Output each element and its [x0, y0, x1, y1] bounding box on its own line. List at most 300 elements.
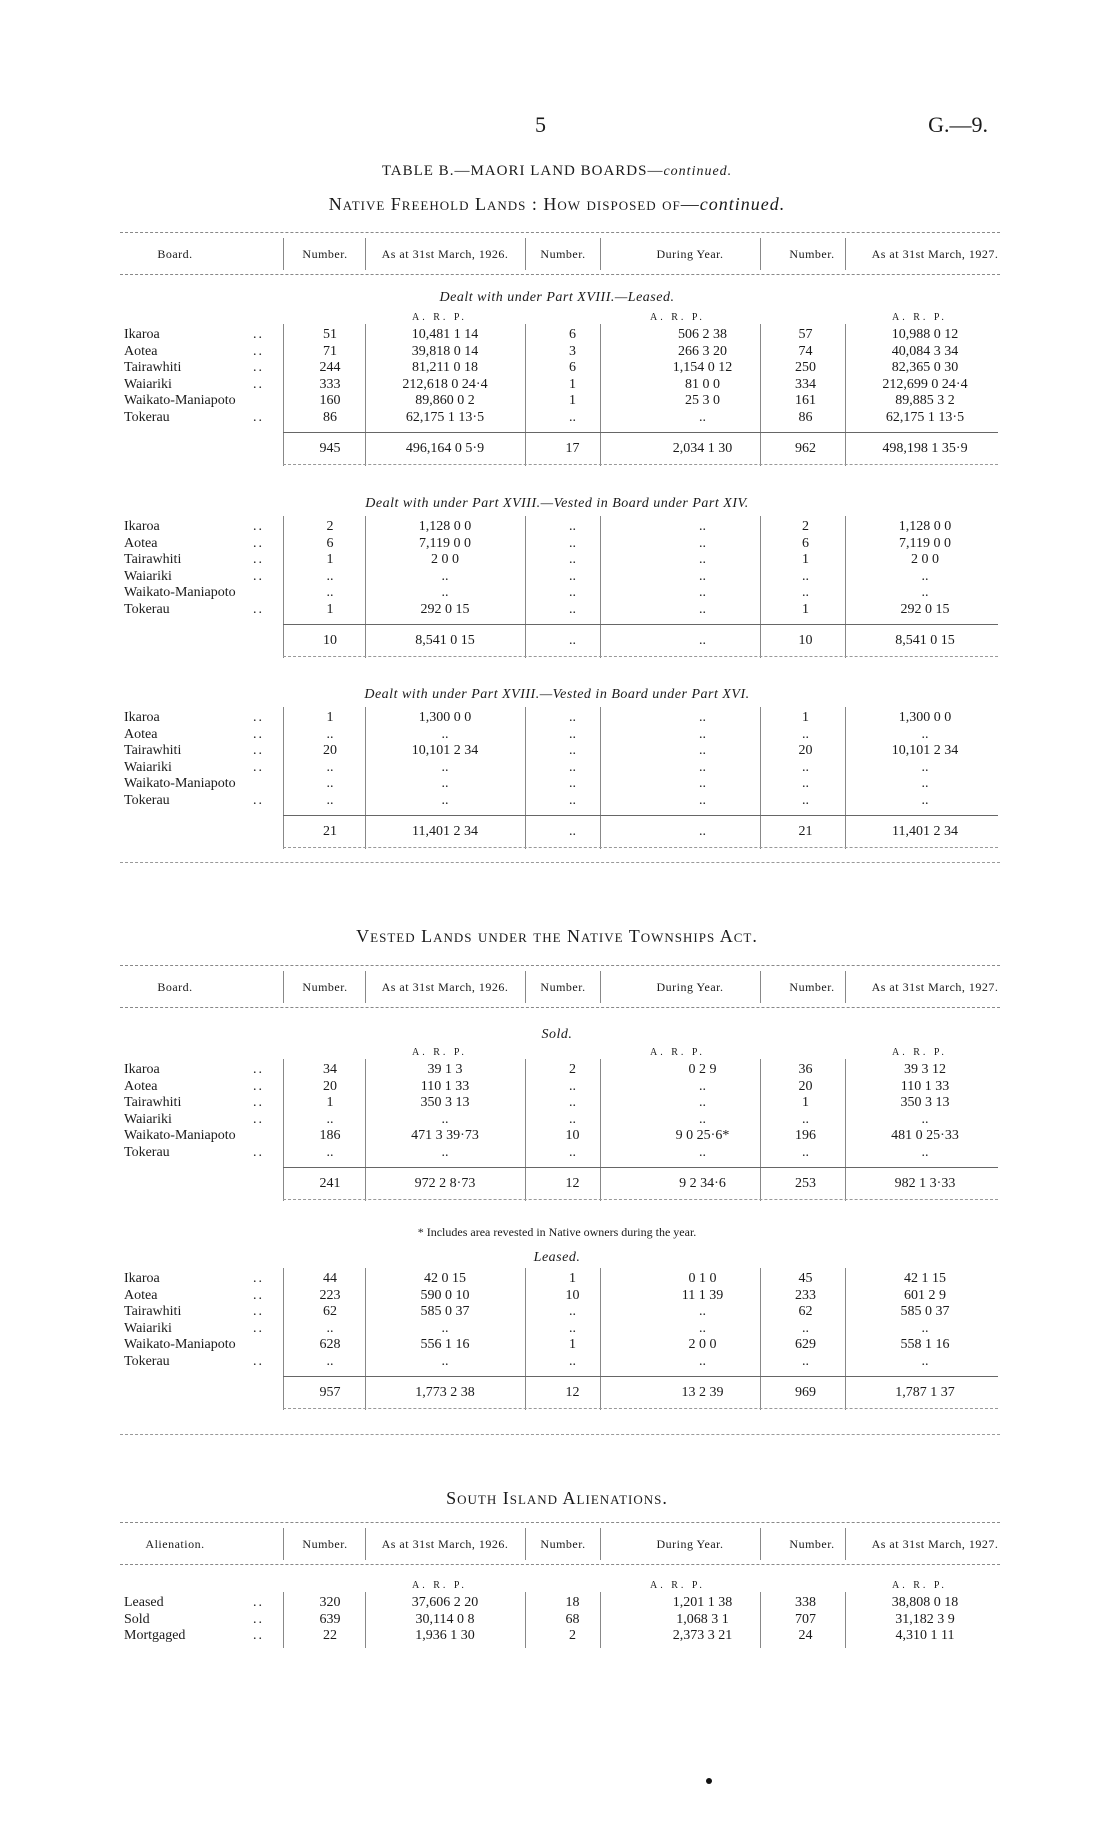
column-divider: [845, 1592, 846, 1648]
bottom-rule: [283, 847, 998, 848]
table-cell: ..: [441, 1354, 449, 1369]
table-cell: ..: [802, 1145, 809, 1160]
table-cell: ..: [699, 1320, 706, 1336]
total-cell: 10: [798, 632, 813, 648]
table-cell: 10,988 0 12: [891, 327, 959, 342]
table-cell: ..: [441, 1111, 449, 1127]
column-header: Board.: [157, 980, 193, 994]
table-cell: ..: [802, 759, 809, 775]
table-cell: 601 2 9: [904, 1287, 946, 1303]
row-label: Tairawhiti: [124, 552, 182, 568]
total-cell: 12: [565, 1175, 580, 1191]
leader-dots: ..: [253, 1111, 264, 1127]
table-cell: ..: [802, 793, 809, 808]
leader-dots: ..: [253, 1595, 264, 1610]
table-cell: 81,211 0 18: [412, 360, 478, 376]
leader-dots: ..: [253, 1287, 264, 1303]
table-row: [0, 584, 1114, 601]
table-cell: ..: [802, 585, 809, 601]
table-cell: 0 2 9: [688, 1062, 717, 1077]
total-row: [0, 632, 1114, 649]
table-cell: 223: [319, 1287, 341, 1303]
total-rule: [283, 624, 998, 625]
table-cell: 39 1 3: [427, 1062, 463, 1077]
table-cell: 334: [795, 376, 816, 392]
table-cell: 51: [323, 327, 337, 342]
table-cell: 20: [323, 1078, 337, 1094]
table-cell: 292 0 15: [420, 602, 470, 617]
table-cell: ..: [569, 1304, 576, 1320]
table-cell: 44: [323, 1271, 337, 1286]
header-top-rule: [120, 232, 1000, 233]
leader-dots: ..: [253, 1304, 264, 1320]
total-cell: 2,034 1 30: [672, 440, 733, 456]
column-header: Number.: [302, 980, 348, 994]
table-row: [0, 326, 1114, 343]
total-cell: 253: [795, 1175, 816, 1191]
table-cell: ..: [921, 1145, 929, 1160]
header-divider: [365, 971, 366, 1003]
units-label: A. R. P.: [892, 312, 947, 323]
table-cell: 244: [319, 360, 341, 376]
column-divider: [283, 1592, 284, 1648]
row-label: Tairawhiti: [124, 743, 182, 759]
table-cell: 250: [795, 360, 816, 376]
table-cell: 1,068 3 1: [676, 1611, 729, 1627]
table-row: [0, 518, 1114, 535]
total-cell: ..: [569, 632, 576, 648]
leader-dots: ..: [253, 793, 264, 808]
table-cell: ..: [569, 793, 576, 808]
table-cell: 2: [569, 1062, 576, 1077]
table-row: [0, 601, 1114, 618]
leader-dots: ..: [253, 535, 264, 551]
table-cell: 1,300 0 0: [418, 710, 472, 725]
table-cell: 25 3 0: [685, 393, 720, 409]
total-cell: 962: [795, 440, 816, 456]
leader-dots: ..: [253, 743, 264, 759]
total-cell: 241: [319, 1175, 341, 1191]
table-cell: ..: [326, 1145, 334, 1160]
header-divider: [283, 1528, 284, 1560]
leader-dots: ..: [253, 1320, 264, 1336]
table-cell: ..: [802, 1320, 809, 1336]
table-cell: ..: [569, 743, 576, 759]
leader-dots: ..: [253, 1611, 264, 1627]
table-cell: ..: [326, 1320, 334, 1336]
column-header: As at 31st March, 1927.: [871, 980, 999, 994]
column-header: As at 31st March, 1927.: [871, 247, 999, 261]
row-label: Tairawhiti: [124, 360, 182, 376]
table-cell: 350 3 13: [900, 1095, 950, 1111]
table-row: [0, 709, 1114, 726]
table-cell: 1: [802, 602, 809, 617]
table-cell: 338: [795, 1595, 816, 1610]
header-divider: [283, 238, 284, 270]
table-cell: 62,175 1 13·5: [885, 410, 965, 425]
leader-dots: ..: [253, 1078, 264, 1094]
header-divider: [600, 1528, 601, 1560]
total-cell: 972 2 8·73: [414, 1175, 476, 1191]
bottom-rule: [283, 656, 998, 657]
header-divider: [760, 238, 761, 270]
table-cell: ..: [699, 743, 706, 759]
table-cell: 1: [326, 602, 334, 617]
subsection-title: Leased.: [533, 1250, 581, 1265]
table-cell: 7,119 0 0: [899, 535, 951, 551]
table-cell: 333: [319, 376, 341, 392]
table-cell: 1: [326, 1095, 334, 1111]
table-cell: 186: [319, 1128, 341, 1144]
subsection-title: Sold.: [541, 1027, 573, 1042]
column-header: Number.: [789, 247, 835, 261]
total-cell: 496,164 0 5·9: [405, 440, 485, 456]
leader-dots: ..: [253, 1095, 264, 1111]
column-header: Board.: [157, 247, 193, 261]
table-cell: 86: [798, 410, 813, 425]
table-cell: 1: [569, 1271, 576, 1286]
table-cell: 7,119 0 0: [419, 535, 471, 551]
table-cell: 0 1 0: [688, 1271, 717, 1286]
total-rule: [283, 1167, 998, 1168]
table-cell: 1,154 0 12: [672, 360, 733, 376]
total-cell: 17: [565, 440, 580, 456]
units-label: A. R. P.: [650, 1047, 705, 1058]
total-cell: ..: [699, 823, 706, 839]
total-cell: 10: [323, 632, 337, 648]
header-divider: [845, 1528, 846, 1560]
row-label: Waiariki: [124, 1320, 172, 1336]
table-cell: ..: [326, 568, 334, 584]
section-heading-native-freehold: Native Freehold Lands : How disposed of—continued.: [328, 194, 786, 214]
table-cell: 10,481 1 14: [411, 327, 479, 342]
table-cell: ..: [699, 1111, 706, 1127]
subsection-title: Dealt with under Part XVIII.—Leased.: [439, 290, 675, 305]
row-label: Aotea: [124, 1287, 158, 1303]
table-row: [0, 775, 1114, 792]
table-cell: ..: [569, 1111, 576, 1127]
table-row: [0, 343, 1114, 360]
leader-dots: ..: [253, 1062, 264, 1077]
table-cell: 1: [802, 710, 809, 725]
table-cell: ..: [569, 710, 576, 725]
table-cell: ..: [802, 1111, 809, 1127]
table-cell: ..: [326, 585, 334, 601]
table-cell: 10: [565, 1287, 580, 1303]
bottom-rule: [283, 464, 998, 465]
table-cell: 2: [326, 519, 334, 534]
bottom-rule: [283, 1408, 998, 1409]
table-row: [0, 1611, 1114, 1628]
table-cell: ..: [441, 1145, 449, 1160]
row-label: Waikato-Maniapoto: [124, 1337, 236, 1353]
table-row: [0, 1627, 1114, 1644]
row-label: Waiariki: [124, 568, 172, 584]
table-cell: ..: [699, 726, 706, 742]
document-reference: G.—9.: [928, 112, 988, 137]
table-cell: 558 1 16: [900, 1337, 950, 1353]
table-cell: 212,699 0 24·4: [882, 376, 968, 392]
table-cell: 292 0 15: [900, 602, 950, 617]
table-cell: 6: [569, 360, 576, 376]
units-label: A. R. P.: [650, 1580, 705, 1591]
leader-dots: ..: [253, 602, 264, 617]
header-bottom-rule: [120, 1007, 1000, 1008]
table-cell: ..: [921, 759, 929, 775]
column-divider: [525, 1592, 526, 1648]
table-cell: ..: [569, 759, 576, 775]
table-cell: ..: [921, 793, 929, 808]
table-cell: 350 3 13: [420, 1095, 470, 1111]
row-label: Ikaroa: [124, 327, 160, 342]
row-label: Waikato-Maniapoto: [124, 1128, 236, 1144]
table-cell: 22: [323, 1628, 337, 1644]
table-cell: ..: [569, 1095, 576, 1111]
total-row: [0, 1175, 1114, 1192]
table-cell: 81 0 0: [685, 376, 720, 392]
total-cell: 498,198 1 35·9: [882, 440, 968, 456]
table-cell: 18: [565, 1595, 580, 1610]
table-row: [0, 726, 1114, 743]
leader-dots: ..: [253, 726, 264, 742]
leader-dots: ..: [253, 343, 264, 359]
header-bottom-rule: [120, 1564, 1000, 1565]
table-cell: 3: [569, 343, 576, 359]
table-row: [0, 359, 1114, 376]
table-cell: 6: [802, 535, 809, 551]
leader-dots: ..: [253, 410, 264, 425]
total-cell: 11,401 2 34: [892, 823, 958, 839]
table-cell: ..: [569, 535, 576, 551]
leader-dots: ..: [253, 710, 264, 725]
table-cell: ..: [921, 585, 929, 601]
subsection-title: Dealt with under Part XVIII.—Vested in Board under Part XIV.: [365, 496, 749, 511]
row-label: Ikaroa: [124, 1062, 160, 1077]
column-header: As at 31st March, 1926.: [381, 1537, 509, 1551]
total-cell: 13 2 39: [681, 1384, 724, 1400]
table-cell: ..: [326, 1354, 334, 1369]
row-label: Ikaroa: [124, 710, 160, 725]
row-label: Leased: [124, 1595, 164, 1610]
table-row: [0, 551, 1114, 568]
table-cell: ..: [326, 793, 334, 808]
table-cell: 31,182 3 9: [895, 1611, 955, 1627]
table-cell: 1: [569, 1337, 576, 1353]
table-cell: 1,128 0 0: [898, 519, 952, 534]
column-header: Number.: [789, 980, 835, 994]
table-cell: ..: [326, 1111, 334, 1127]
table-cell: ..: [699, 552, 706, 568]
table-row: [0, 759, 1114, 776]
table-cell: ..: [326, 726, 334, 742]
table-cell: 2,373 3 21: [672, 1628, 733, 1644]
column-divider: [600, 1592, 601, 1648]
table-row: [0, 409, 1114, 426]
leader-dots: ..: [253, 568, 264, 584]
header-top-rule: [120, 1522, 1000, 1523]
leader-dots: ..: [253, 1628, 264, 1644]
header-divider: [525, 1528, 526, 1560]
header-divider: [760, 1528, 761, 1560]
table-cell: ..: [441, 726, 449, 742]
table-cell: 38,808 0 18: [891, 1595, 959, 1610]
table-cell: 11 1 39: [681, 1287, 724, 1303]
table-cell: 45: [798, 1271, 813, 1286]
table-cell: 30,114 0 8: [415, 1611, 475, 1627]
table-cell: 42 0 15: [424, 1271, 466, 1286]
table-cell: 57: [798, 327, 813, 342]
table-cell: ..: [569, 776, 576, 792]
table-cell: 1,300 0 0: [898, 710, 952, 725]
table-cell: 1,936 1 30: [415, 1628, 475, 1644]
table-cell: ..: [699, 1145, 706, 1160]
total-cell: 8,541 0 15: [895, 632, 955, 648]
total-cell: 969: [795, 1384, 816, 1400]
table-cell: 39,818 0 14: [411, 343, 479, 359]
table-cell: 6: [326, 535, 334, 551]
table-cell: ..: [921, 1320, 929, 1336]
table-cell: 196: [795, 1128, 816, 1144]
leader-dots: ..: [253, 552, 264, 568]
table-cell: 37,606 2 20: [411, 1595, 479, 1610]
table-row: [0, 1303, 1114, 1320]
table-cell: 62: [323, 1304, 337, 1320]
table-cell: 1,201 1 38: [672, 1595, 733, 1610]
units-label: A. R. P.: [892, 1047, 947, 1058]
table-cell: 10,101 2 34: [411, 743, 479, 759]
table-row: [0, 1270, 1114, 1287]
table-cell: 628: [319, 1337, 341, 1353]
table-cell: ..: [921, 726, 929, 742]
table-cell: ..: [802, 776, 809, 792]
table-cell: 39 3 12: [904, 1062, 946, 1077]
table-cell: ..: [699, 519, 706, 534]
table-title: TABLE B.—MAORI LAND BOARDS—continued.: [381, 163, 733, 179]
table-cell: ..: [699, 1354, 706, 1369]
row-label: Aotea: [124, 1078, 158, 1094]
table-cell: ..: [699, 710, 706, 725]
total-cell: 957: [319, 1384, 341, 1400]
table-cell: 2: [569, 1628, 576, 1644]
table-cell: ..: [569, 410, 576, 425]
row-label: Tokerau: [124, 410, 170, 425]
row-label: Tairawhiti: [124, 1095, 182, 1111]
leader-dots: ..: [253, 1271, 264, 1286]
header-divider: [845, 971, 846, 1003]
section-end-rule: [120, 1434, 1000, 1435]
row-label: Waiariki: [124, 759, 172, 775]
table-cell: ..: [699, 602, 706, 617]
total-cell: ..: [699, 632, 706, 648]
column-header: Alienation.: [145, 1537, 205, 1551]
header-divider: [365, 1528, 366, 1560]
table-cell: 110 1 33: [420, 1078, 470, 1094]
table-cell: ..: [569, 1078, 576, 1094]
table-cell: 639: [319, 1611, 341, 1627]
table-cell: 1: [802, 1095, 809, 1111]
total-row: [0, 823, 1114, 840]
table-row: [0, 568, 1114, 585]
row-label: Waikato-Maniapoto: [124, 393, 236, 409]
table-cell: ..: [441, 776, 449, 792]
header-divider: [760, 971, 761, 1003]
table-row: [0, 1078, 1114, 1095]
row-label: Ikaroa: [124, 519, 160, 534]
bottom-rule: [283, 1199, 998, 1200]
table-cell: ..: [441, 568, 449, 584]
leader-dots: ..: [253, 376, 264, 392]
table-cell: 42 1 15: [904, 1271, 946, 1286]
table-cell: 266 3 20: [678, 343, 727, 359]
table-cell: 2 0 0: [431, 552, 459, 568]
header-divider: [845, 238, 846, 270]
row-label: Aotea: [124, 343, 158, 359]
total-cell: 9 2 34·6: [679, 1175, 726, 1191]
table-row: [0, 535, 1114, 552]
table-cell: 9 0 25·6*: [675, 1128, 730, 1144]
table-cell: 89,860 0 2: [415, 393, 475, 409]
table-cell: 6: [569, 327, 576, 342]
table-row: [0, 1287, 1114, 1304]
total-row: [0, 1384, 1114, 1401]
table-cell: 585 0 37: [900, 1304, 950, 1320]
table-cell: 506 2 38: [678, 327, 727, 342]
column-divider: [365, 1592, 366, 1648]
table-cell: 160: [319, 393, 341, 409]
table-cell: ..: [441, 1320, 449, 1336]
row-label: Aotea: [124, 726, 158, 742]
header-divider: [525, 238, 526, 270]
table-cell: 161: [795, 393, 816, 409]
table-cell: ..: [326, 776, 334, 792]
table-row: [0, 392, 1114, 409]
section-heading-south-island: South Island Alienations.: [446, 1488, 668, 1508]
total-cell: 21: [798, 823, 813, 839]
table-row: [0, 1144, 1114, 1161]
column-header: Number.: [540, 980, 586, 994]
table-cell: ..: [699, 1304, 706, 1320]
column-header: Number.: [302, 247, 348, 261]
leader-dots: ..: [253, 759, 264, 775]
table-cell: 320: [319, 1595, 341, 1610]
page-number: 5: [535, 112, 546, 137]
table-cell: 86: [323, 410, 337, 425]
units-label: A. R. P.: [892, 1580, 947, 1591]
table-cell: 110 1 33: [900, 1078, 950, 1094]
table-cell: ..: [699, 1078, 706, 1094]
column-header: During Year.: [656, 980, 724, 994]
table-cell: ..: [699, 793, 706, 808]
column-header: Number.: [540, 247, 586, 261]
table-row: [0, 1353, 1114, 1370]
table-cell: 2 0 0: [688, 1337, 717, 1353]
table-cell: ..: [441, 585, 449, 601]
table-row: [0, 1320, 1114, 1337]
header-bottom-rule: [120, 274, 1000, 275]
table-cell: 629: [795, 1337, 816, 1353]
table-cell: 71: [323, 343, 337, 359]
total-cell: 21: [323, 823, 337, 839]
column-header: Number.: [302, 1537, 348, 1551]
table-cell: ..: [921, 1111, 929, 1127]
table-cell: 1: [569, 376, 576, 392]
row-label: Tokerau: [124, 1354, 170, 1369]
table-cell: ..: [802, 726, 809, 742]
total-row: [0, 440, 1114, 457]
table-cell: ..: [569, 1145, 576, 1160]
table-cell: 1: [802, 552, 809, 568]
header-top-rule: [120, 965, 1000, 966]
